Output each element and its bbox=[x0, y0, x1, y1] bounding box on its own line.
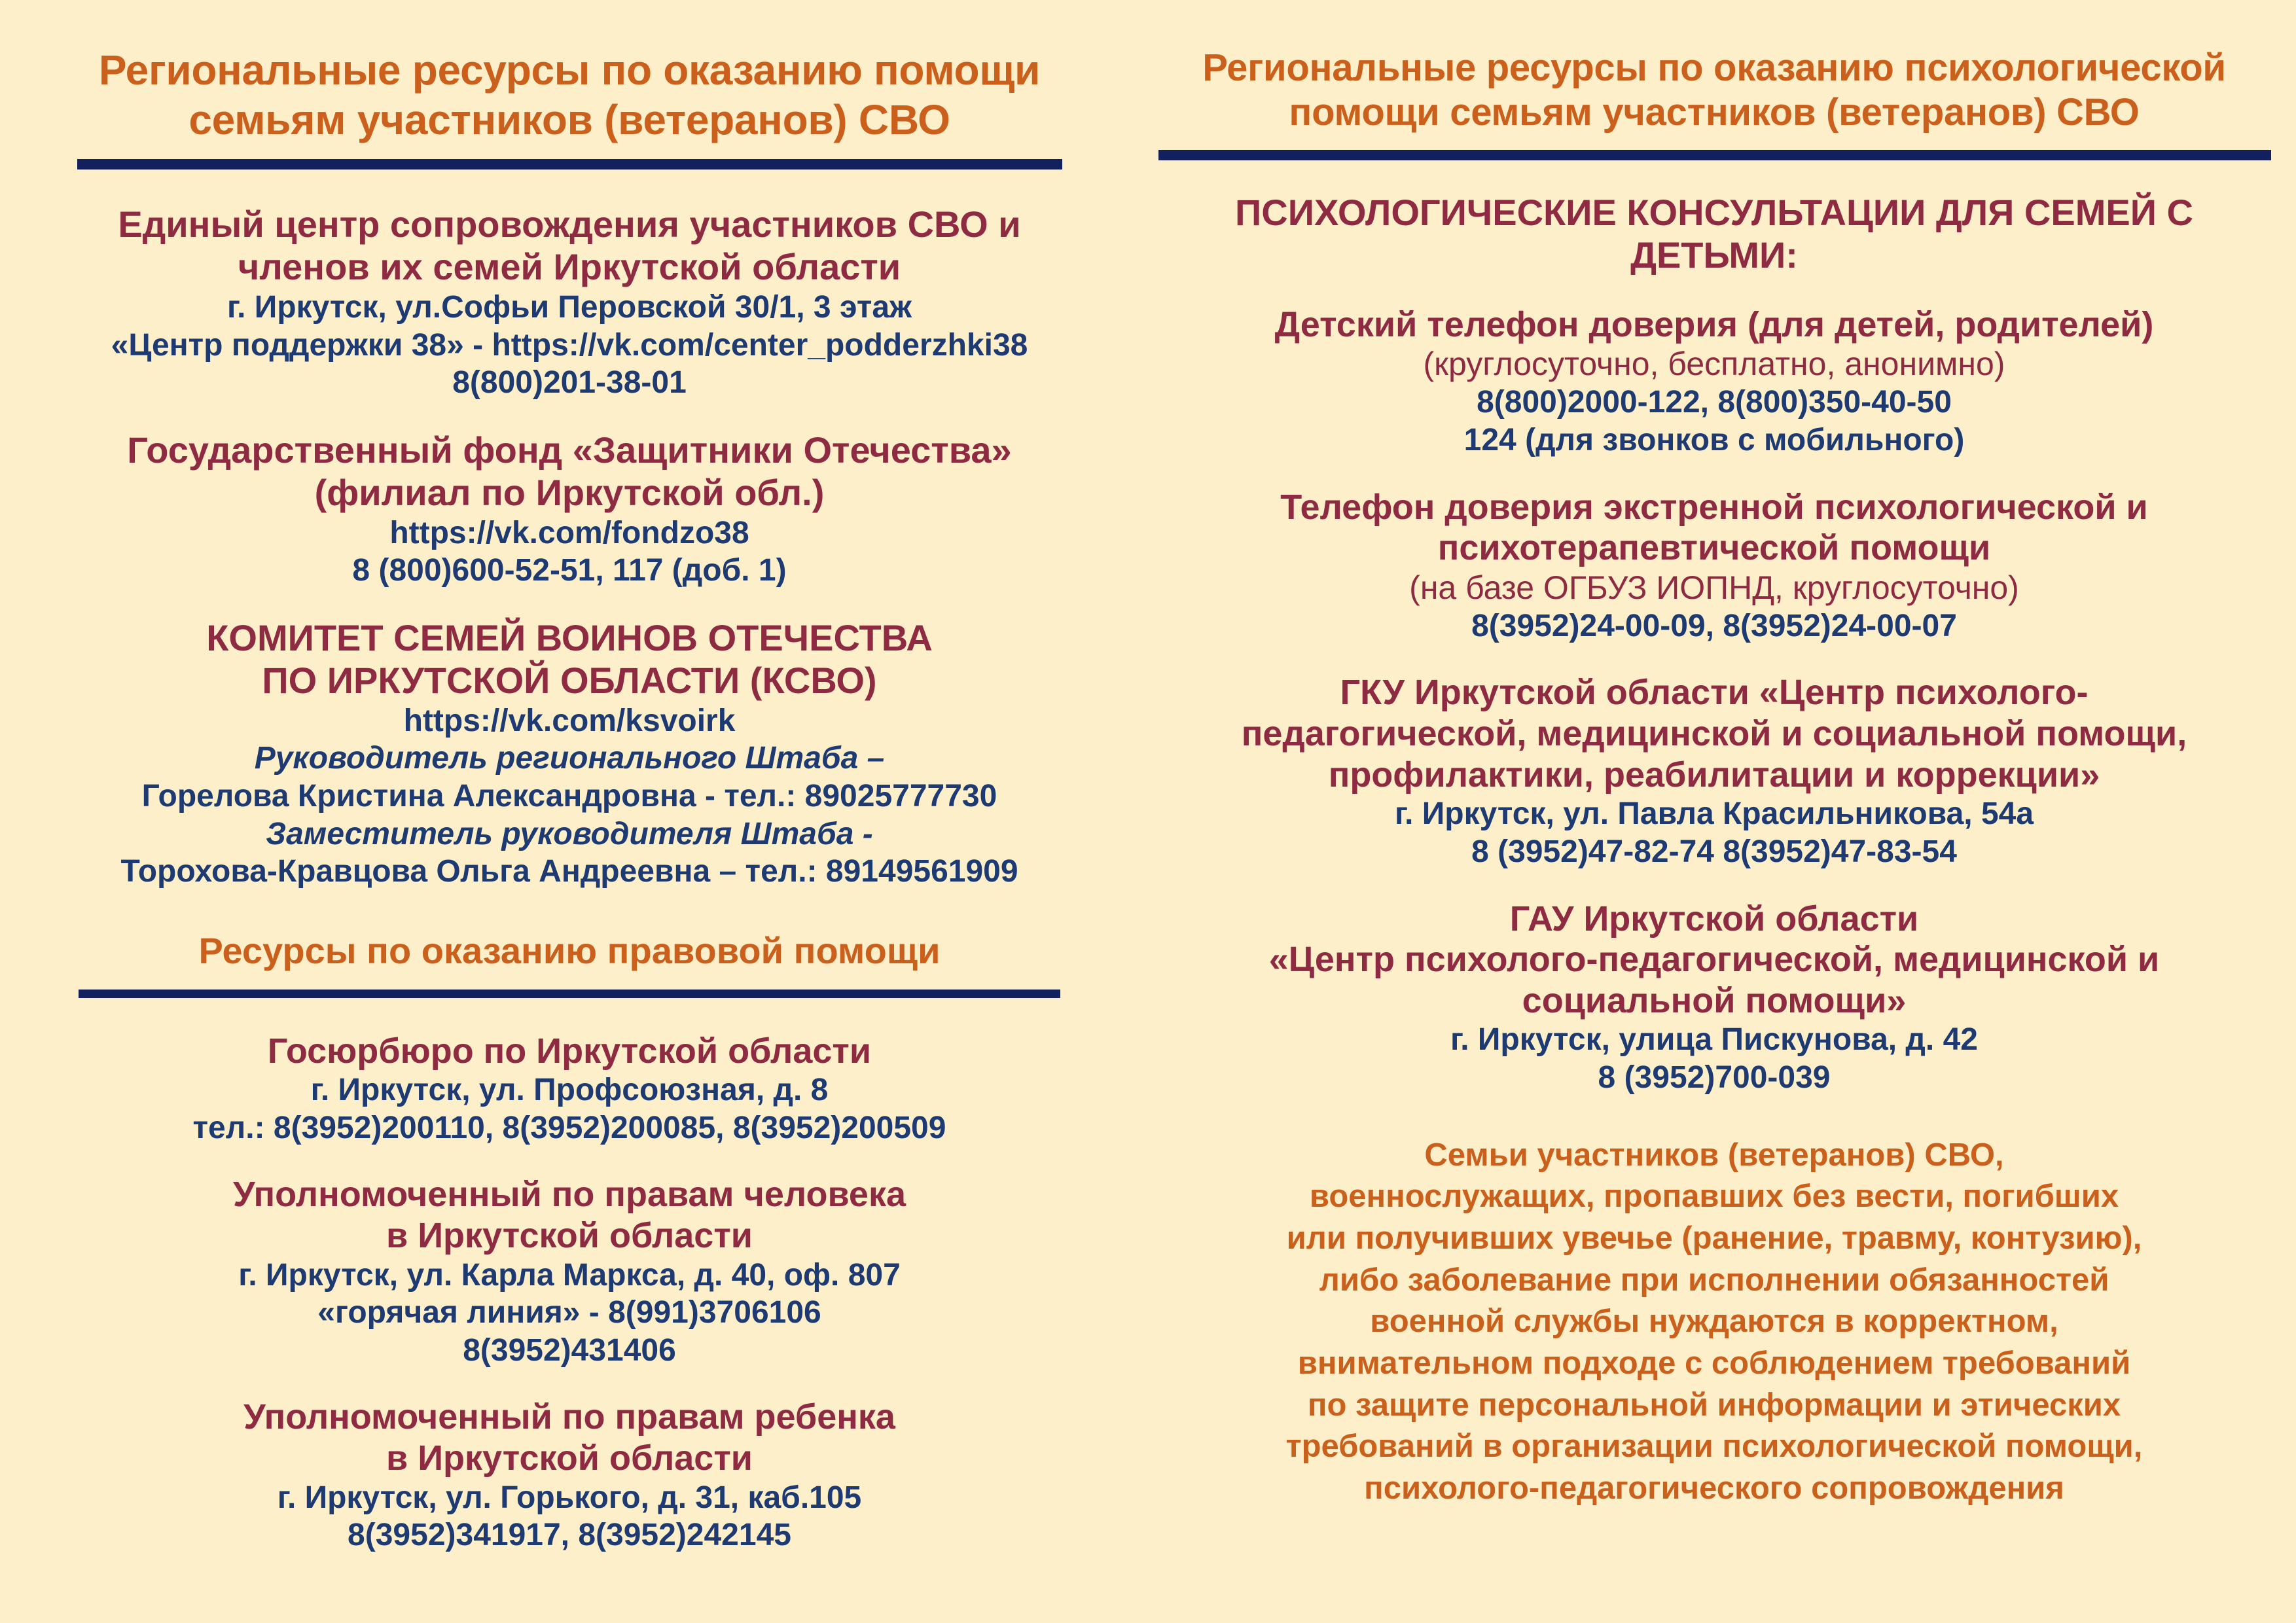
address-line: г. Иркутск, ул. Профсоюзная, д. 8 bbox=[310, 1073, 829, 1108]
closing-line: требований в организации психологической помощи, bbox=[1285, 1429, 2143, 1465]
heading-line: членов их семей Иркутской области bbox=[238, 245, 901, 287]
ksvo-head-role: Руководитель регионального Штаба – bbox=[254, 741, 885, 776]
heading-line: ГКУ Иркутской области «Центр психолого- bbox=[1340, 673, 2089, 713]
heading-line: Государственный фонд «Защитники Отечества» bbox=[127, 429, 1012, 471]
phone-line[interactable]: 8(3952)341917, 8(3952)242145 bbox=[348, 1518, 791, 1553]
left-banner-line-2: семьям участников (ветеранов) СВО bbox=[188, 96, 950, 143]
section-gku-center-heading bbox=[1158, 672, 2270, 795]
section-gku-center-details bbox=[1158, 795, 2270, 870]
right-banner-line-2: помощи семьям участников (ветеранов) СВО bbox=[1289, 91, 2140, 134]
section-ombudsman-human-rights bbox=[39, 1174, 1100, 1369]
section-fond-zashchitniki bbox=[39, 429, 1100, 590]
section-gosyurburo bbox=[39, 1031, 1100, 1147]
closing-paragraph bbox=[1158, 1135, 2270, 1510]
section-ksvo-details bbox=[39, 702, 1100, 740]
left-banner-line-1: Региональные ресурсы по оказанию помощи bbox=[98, 46, 1041, 94]
section-gau-center-heading bbox=[1158, 899, 2270, 1022]
phone-line[interactable]: 8(800)2000-122, 8(800)350-40-50 bbox=[1477, 385, 1952, 420]
right-column bbox=[1139, 0, 2296, 1623]
heading-line: в Иркутской области bbox=[386, 1438, 753, 1478]
hotline-line[interactable]: «горячая линия» - 8(991)3706106 bbox=[317, 1295, 821, 1330]
heading-line: КОМИТЕТ СЕМЕЙ ВОИНОВ ОТЕЧЕСТВА bbox=[206, 616, 933, 658]
section-gau-center bbox=[1158, 899, 2270, 1097]
heading-line: ПО ИРКУТСКОЙ ОБЛАСТИ (КСВО) bbox=[262, 659, 877, 701]
address-line: г. Иркутск, ул. Карла Маркса, д. 40, оф. 807 bbox=[238, 1257, 901, 1293]
section-child-helpline-details bbox=[1158, 383, 2270, 459]
phone-line[interactable]: тел.: 8(3952)200110, 8(3952)200085, 8(3952)200509 bbox=[192, 1110, 946, 1145]
section-fond-zashchitniki-heading bbox=[39, 429, 1100, 514]
closing-line: военной службы нуждаются в корректном, bbox=[1370, 1304, 2058, 1340]
heading-line: «Центр психолого-педагогической, медицинской и bbox=[1268, 940, 2160, 980]
heading-line: (филиал по Иркутской обл.) bbox=[314, 471, 825, 513]
address-line: г. Иркутск, улица Пискунова, д. 42 bbox=[1450, 1022, 1978, 1058]
section-emergency-psych-helpline bbox=[1158, 487, 2270, 645]
address-line: г. Иркутск, ул.Софьи Перовской 30/1, 3 этаж bbox=[226, 289, 912, 325]
section-edinyi-centr bbox=[39, 204, 1100, 402]
legal-resources-divider bbox=[79, 990, 1060, 998]
phone-line[interactable]: 8 (800)600-52-51, 117 (доб. 1) bbox=[352, 553, 787, 588]
mobile-short-number-line[interactable]: 124 (для звонков с мобильного) bbox=[1463, 423, 1965, 457]
heading-line: Единый центр сопровождения участников СВО и bbox=[118, 204, 1021, 245]
vk-link-line[interactable]: https://vk.com/ksvoirk bbox=[403, 703, 736, 738]
heading-line: Уполномоченный по правам ребенка bbox=[243, 1397, 895, 1437]
address-line: г. Иркутск, ул. Павла Красильникова, 54а bbox=[1394, 796, 2034, 832]
section-ombudsman-child-rights bbox=[39, 1397, 1100, 1554]
phone-line[interactable]: 8(3952)24-00-09, 8(3952)24-00-07 bbox=[1471, 608, 1957, 643]
section-gosyurburo-details bbox=[39, 1071, 1100, 1147]
section-emergency-psych-helpline-note: (на базе ОГБУЗ ИОПНД, круглосуточно) bbox=[1409, 569, 2019, 606]
section-ombudsman-child-rights-heading bbox=[39, 1397, 1100, 1478]
heading-line: ДЕТЬМИ: bbox=[1630, 234, 1798, 276]
heading-line: профилактики, реабилитации и коррекции» bbox=[1328, 755, 2100, 794]
legal-resources-title: Ресурсы по оказанию правовой помощи bbox=[198, 929, 941, 971]
closing-line: по защите персональной информации и этических bbox=[1307, 1387, 2121, 1423]
section-ksvo-heading bbox=[39, 617, 1100, 702]
closing-line: внимательном подходе с соблюдением требований bbox=[1297, 1346, 2131, 1381]
heading-line: психотерапевтической помощи bbox=[1437, 528, 1991, 568]
section-gku-center bbox=[1158, 672, 2270, 870]
right-banner-divider bbox=[1158, 150, 2271, 160]
heading-line: социальной помощи» bbox=[1522, 980, 1907, 1020]
closing-line: либо заболевание при исполнении обязанностей bbox=[1319, 1262, 2109, 1298]
phone-line[interactable]: 8 (3952)47-82-74 8(3952)47-83-54 bbox=[1471, 834, 1957, 869]
heading-line: ПСИХОЛОГИЧЕСКИЕ КОНСУЛЬТАЦИИ ДЛЯ СЕМЕЙ С bbox=[1235, 191, 2193, 233]
ksvo-deputy-name: Торохова-Кравцова Ольга Андреевна – тел.: 89149561909 bbox=[120, 854, 1018, 889]
left-banner-divider bbox=[77, 159, 1062, 169]
section-ombudsman-human-rights-heading bbox=[39, 1174, 1100, 1256]
section-emergency-psych-helpline-heading bbox=[1158, 487, 2270, 569]
ksvo-deputy-role: Заместитель руководителя Штаба - bbox=[266, 816, 873, 851]
section-gau-center-details bbox=[1158, 1021, 2270, 1096]
phone-line[interactable]: 8(3952)431406 bbox=[463, 1332, 676, 1368]
section-child-helpline bbox=[1158, 304, 2270, 459]
section-ombudsman-child-rights-details bbox=[39, 1479, 1100, 1554]
section-fond-zashchitniki-details bbox=[39, 514, 1100, 590]
section-ksvo bbox=[39, 617, 1100, 891]
section-edinyi-centr-heading bbox=[39, 204, 1100, 289]
heading-line: Детский телефон доверия (для детей, родителей) bbox=[1274, 304, 2154, 344]
vk-link-line[interactable]: «Центр поддержки 38» - https://vk.com/center_podderzhki38 bbox=[111, 327, 1028, 363]
address-line: г. Иркутск, ул. Горького, д. 31, каб.105 bbox=[277, 1480, 862, 1515]
right-banner-line-1: Региональные ресурсы по оказанию психологической bbox=[1202, 46, 2226, 89]
psych-consultations-title bbox=[1158, 192, 2270, 277]
heading-line: Уполномоченный по правам человека bbox=[232, 1175, 906, 1215]
closing-line: военнослужащих, пропавших без вести, погибших bbox=[1309, 1179, 2119, 1215]
section-ombudsman-human-rights-details bbox=[39, 1257, 1100, 1370]
phone-line[interactable]: 8(800)201-38-01 bbox=[452, 365, 687, 401]
closing-line: Семьи участников (ветеранов) СВО, bbox=[1424, 1137, 2004, 1173]
section-gosyurburo-heading bbox=[39, 1031, 1100, 1072]
heading-line: педагогической, медицинской и социальной помощи, bbox=[1241, 714, 2187, 754]
section-child-helpline-note: (круглосуточно, бесплатно, анонимно) bbox=[1423, 346, 2005, 383]
heading-line: ГАУ Иркутской области bbox=[1509, 899, 1919, 938]
heading-line: Госюрбюро по Иркутской области bbox=[267, 1031, 872, 1071]
left-banner-title bbox=[39, 46, 1100, 145]
section-emergency-psych-helpline-details bbox=[1158, 607, 2270, 645]
section-child-helpline-heading bbox=[1158, 304, 2270, 346]
heading-line: Телефон доверия экстренной психологической и bbox=[1280, 487, 2148, 527]
vk-link-line[interactable]: https://vk.com/fondzo38 bbox=[389, 515, 749, 550]
closing-line: или получивших увечье (ранение, травму, контузию), bbox=[1286, 1220, 2142, 1256]
section-edinyi-centr-details bbox=[39, 289, 1100, 402]
phone-line[interactable]: 8 (3952)700-039 bbox=[1598, 1060, 1831, 1095]
closing-line: психолого-педагогического сопровождения bbox=[1364, 1471, 2064, 1507]
right-banner-title bbox=[1158, 46, 2270, 135]
left-column bbox=[0, 0, 1139, 1623]
heading-line: в Иркутской области bbox=[386, 1216, 753, 1256]
ksvo-head-name: Горелова Кристина Александровна - тел.: 89025777730 bbox=[141, 778, 997, 813]
